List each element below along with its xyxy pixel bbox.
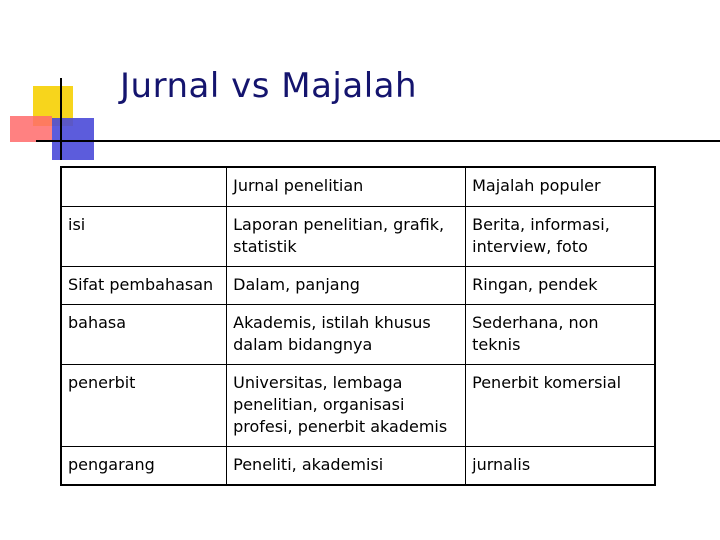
table-row — [61, 207, 655, 267]
table-cell: Penerbit komersial — [466, 365, 655, 447]
table-cell: Laporan penelitian, grafik, statistik — [227, 207, 466, 267]
row-label-cell: Sifat pembahasan — [61, 267, 227, 305]
slide-title: Jurnal vs Majalah — [120, 66, 418, 106]
table-cell: Sederhana, non teknis — [466, 305, 655, 365]
row-label-cell: isi — [61, 207, 227, 267]
table-row — [61, 365, 655, 447]
table-row — [61, 305, 655, 365]
table-cell: Dalam, panjang — [227, 267, 466, 305]
header-cell: Jurnal penelitian — [227, 167, 466, 207]
decor-red-square — [10, 116, 52, 142]
row-label-cell: pengarang — [61, 447, 227, 486]
decor-blue-square — [52, 118, 94, 160]
table-cell: Ringan, pendek — [466, 267, 655, 305]
decor-vertical-line — [60, 78, 62, 160]
table-cell: jurnalis — [466, 447, 655, 486]
table-row — [61, 447, 655, 486]
row-label-cell: penerbit — [61, 365, 227, 447]
table-cell: Akademis, istilah khusus dalam bidangnya — [227, 305, 466, 365]
row-label-cell: bahasa — [61, 305, 227, 365]
header-cell — [61, 167, 227, 207]
comparison-table — [60, 166, 656, 486]
table-row — [61, 267, 655, 305]
table-cell: Berita, informasi, interview, foto — [466, 207, 655, 267]
table-cell: Peneliti, akademisi — [227, 447, 466, 486]
header-cell: Majalah populer — [466, 167, 655, 207]
table-cell: Universitas, lembaga penelitian, organisasi profesi, penerbit akademis — [227, 365, 466, 447]
decor-horizontal-line — [36, 140, 720, 142]
table-header-row — [61, 167, 655, 207]
